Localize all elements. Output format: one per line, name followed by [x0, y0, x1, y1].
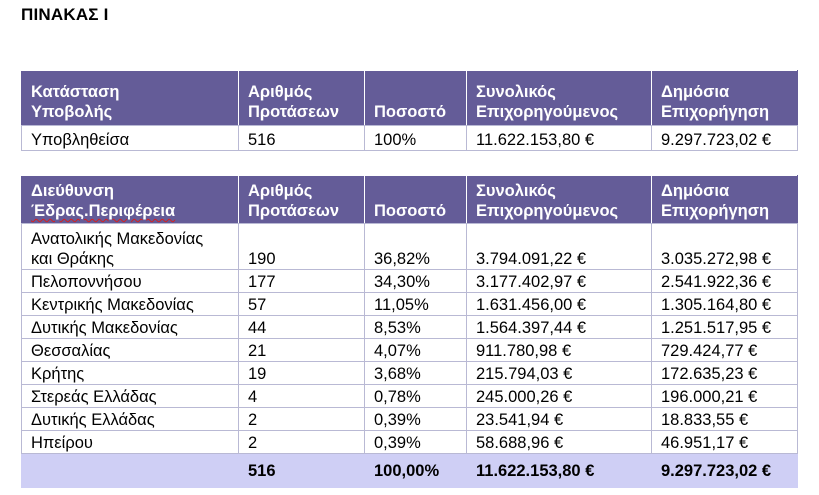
cell-public-grant: 729.424,77 € [652, 339, 798, 362]
header-percentage: Ποσοστό [365, 71, 467, 126]
header-submission-status: Κατάσταση Υποβολής [22, 71, 239, 126]
submission-status-table [21, 70, 798, 151]
cell-percentage: 0,39% [365, 431, 467, 454]
cell-public-grant: 196.000,21 € [652, 385, 798, 408]
cell-proposal-count: 19 [239, 362, 365, 385]
cell-total-funded: 23.541,94 € [467, 408, 652, 431]
cell-region: Θεσσαλίας [22, 339, 239, 362]
cell-total-funded: 215.794,03 € [467, 362, 652, 385]
table-row [22, 408, 798, 431]
cell-total-percentage: 100,00% [365, 454, 467, 488]
cell-percentage: 0,39% [365, 408, 467, 431]
cell-public-grant: 18.833,55 € [652, 408, 798, 431]
cell-proposal-count: 21 [239, 339, 365, 362]
header-region: Διεύθυνση Έδρας.Περιφέρεια [22, 176, 239, 224]
table-row [22, 431, 798, 454]
total-row [22, 454, 798, 488]
cell-public-grant: 9.297.723,02 € [652, 126, 798, 151]
table-header-row [22, 71, 798, 126]
cell-proposal-count: 2 [239, 408, 365, 431]
cell-proposal-count: 177 [239, 270, 365, 293]
cell-public-grant: 1.251.517,95 € [652, 316, 798, 339]
page-title: ΠΙΝΑΚΑΣ Ι [21, 5, 109, 24]
cell-region: Κεντρικής Μακεδονίας [22, 293, 239, 316]
cell-region: Στερεάς Ελλάδας [22, 385, 239, 408]
table-row [22, 293, 798, 316]
table-row [22, 316, 798, 339]
cell-total-funded: 1.564.397,44 € [467, 316, 652, 339]
cell-public-grant: 3.035.272,98 € [652, 224, 798, 270]
header-total-funded: Συνολικός Επιχορηγούμενος [467, 176, 652, 224]
cell-region: Κρήτης [22, 362, 239, 385]
cell-total-funded: 3.177.402,97 € [467, 270, 652, 293]
spellcheck-underlined-text: Έδρας.Περιφέρεια [31, 202, 176, 220]
cell-proposal-count: 44 [239, 316, 365, 339]
cell-total-funded: 11.622.153,80 € [467, 126, 652, 151]
cell-percentage: 11,05% [365, 293, 467, 316]
header-total-funded: Συνολικός Επιχορηγούμενος [467, 71, 652, 126]
cell-proposal-count: 190 [239, 224, 365, 270]
cell-region: Δυτικής Μακεδονίας [22, 316, 239, 339]
cell-public-grant: 46.951,17 € [652, 431, 798, 454]
cell-percentage: 100% [365, 126, 467, 151]
cell-region: Πελοποννήσου [22, 270, 239, 293]
header-proposal-count: Αριθμός Προτάσεων [239, 176, 365, 224]
cell-proposal-count: 516 [239, 126, 365, 151]
cell-total-label [22, 454, 239, 488]
cell-public-grant: 1.305.164,80 € [652, 293, 798, 316]
cell-percentage: 8,53% [365, 316, 467, 339]
table-row [22, 339, 798, 362]
table-row [22, 385, 798, 408]
table-header-row [22, 176, 798, 224]
cell-percentage: 4,07% [365, 339, 467, 362]
cell-percentage: 3,68% [365, 362, 467, 385]
table-row [22, 224, 798, 270]
cell-region: Ανατολικής Μακεδονίας και Θράκης [22, 224, 239, 270]
cell-total-funded: 3.794.091,22 € [467, 224, 652, 270]
cell-percentage: 36,82% [365, 224, 467, 270]
cell-total-public-grant: 9.297.723,02 € [652, 454, 798, 488]
cell-total-funded: 245.000,26 € [467, 385, 652, 408]
cell-percentage: 0,78% [365, 385, 467, 408]
header-percentage: Ποσοστό [365, 176, 467, 224]
regions-table [21, 175, 798, 488]
cell-public-grant: 172.635,23 € [652, 362, 798, 385]
cell-total-funded: 58.688,96 € [467, 431, 652, 454]
cell-total-funded: 911.780,98 € [467, 339, 652, 362]
cell-proposal-count: 4 [239, 385, 365, 408]
cell-region: Δυτικής Ελλάδας [22, 408, 239, 431]
cell-proposal-count: 2 [239, 431, 365, 454]
cell-region: Ηπείρου [22, 431, 239, 454]
cell-percentage: 34,30% [365, 270, 467, 293]
cell-status: Υποβληθείσα [22, 126, 239, 151]
header-proposal-count: Αριθμός Προτάσεων [239, 71, 365, 126]
table-row [22, 270, 798, 293]
header-public-grant: Δημόσια Επιχορήγηση [652, 71, 798, 126]
cell-proposal-count: 57 [239, 293, 365, 316]
cell-public-grant: 2.541.922,36 € [652, 270, 798, 293]
header-public-grant: Δημόσια Επιχορήγηση [652, 176, 798, 224]
table-row [22, 362, 798, 385]
cell-total-proposal-count: 516 [239, 454, 365, 488]
table-row [22, 126, 798, 151]
cell-total-funded: 1.631.456,00 € [467, 293, 652, 316]
cell-total-funded: 11.622.153,80 € [467, 454, 652, 488]
